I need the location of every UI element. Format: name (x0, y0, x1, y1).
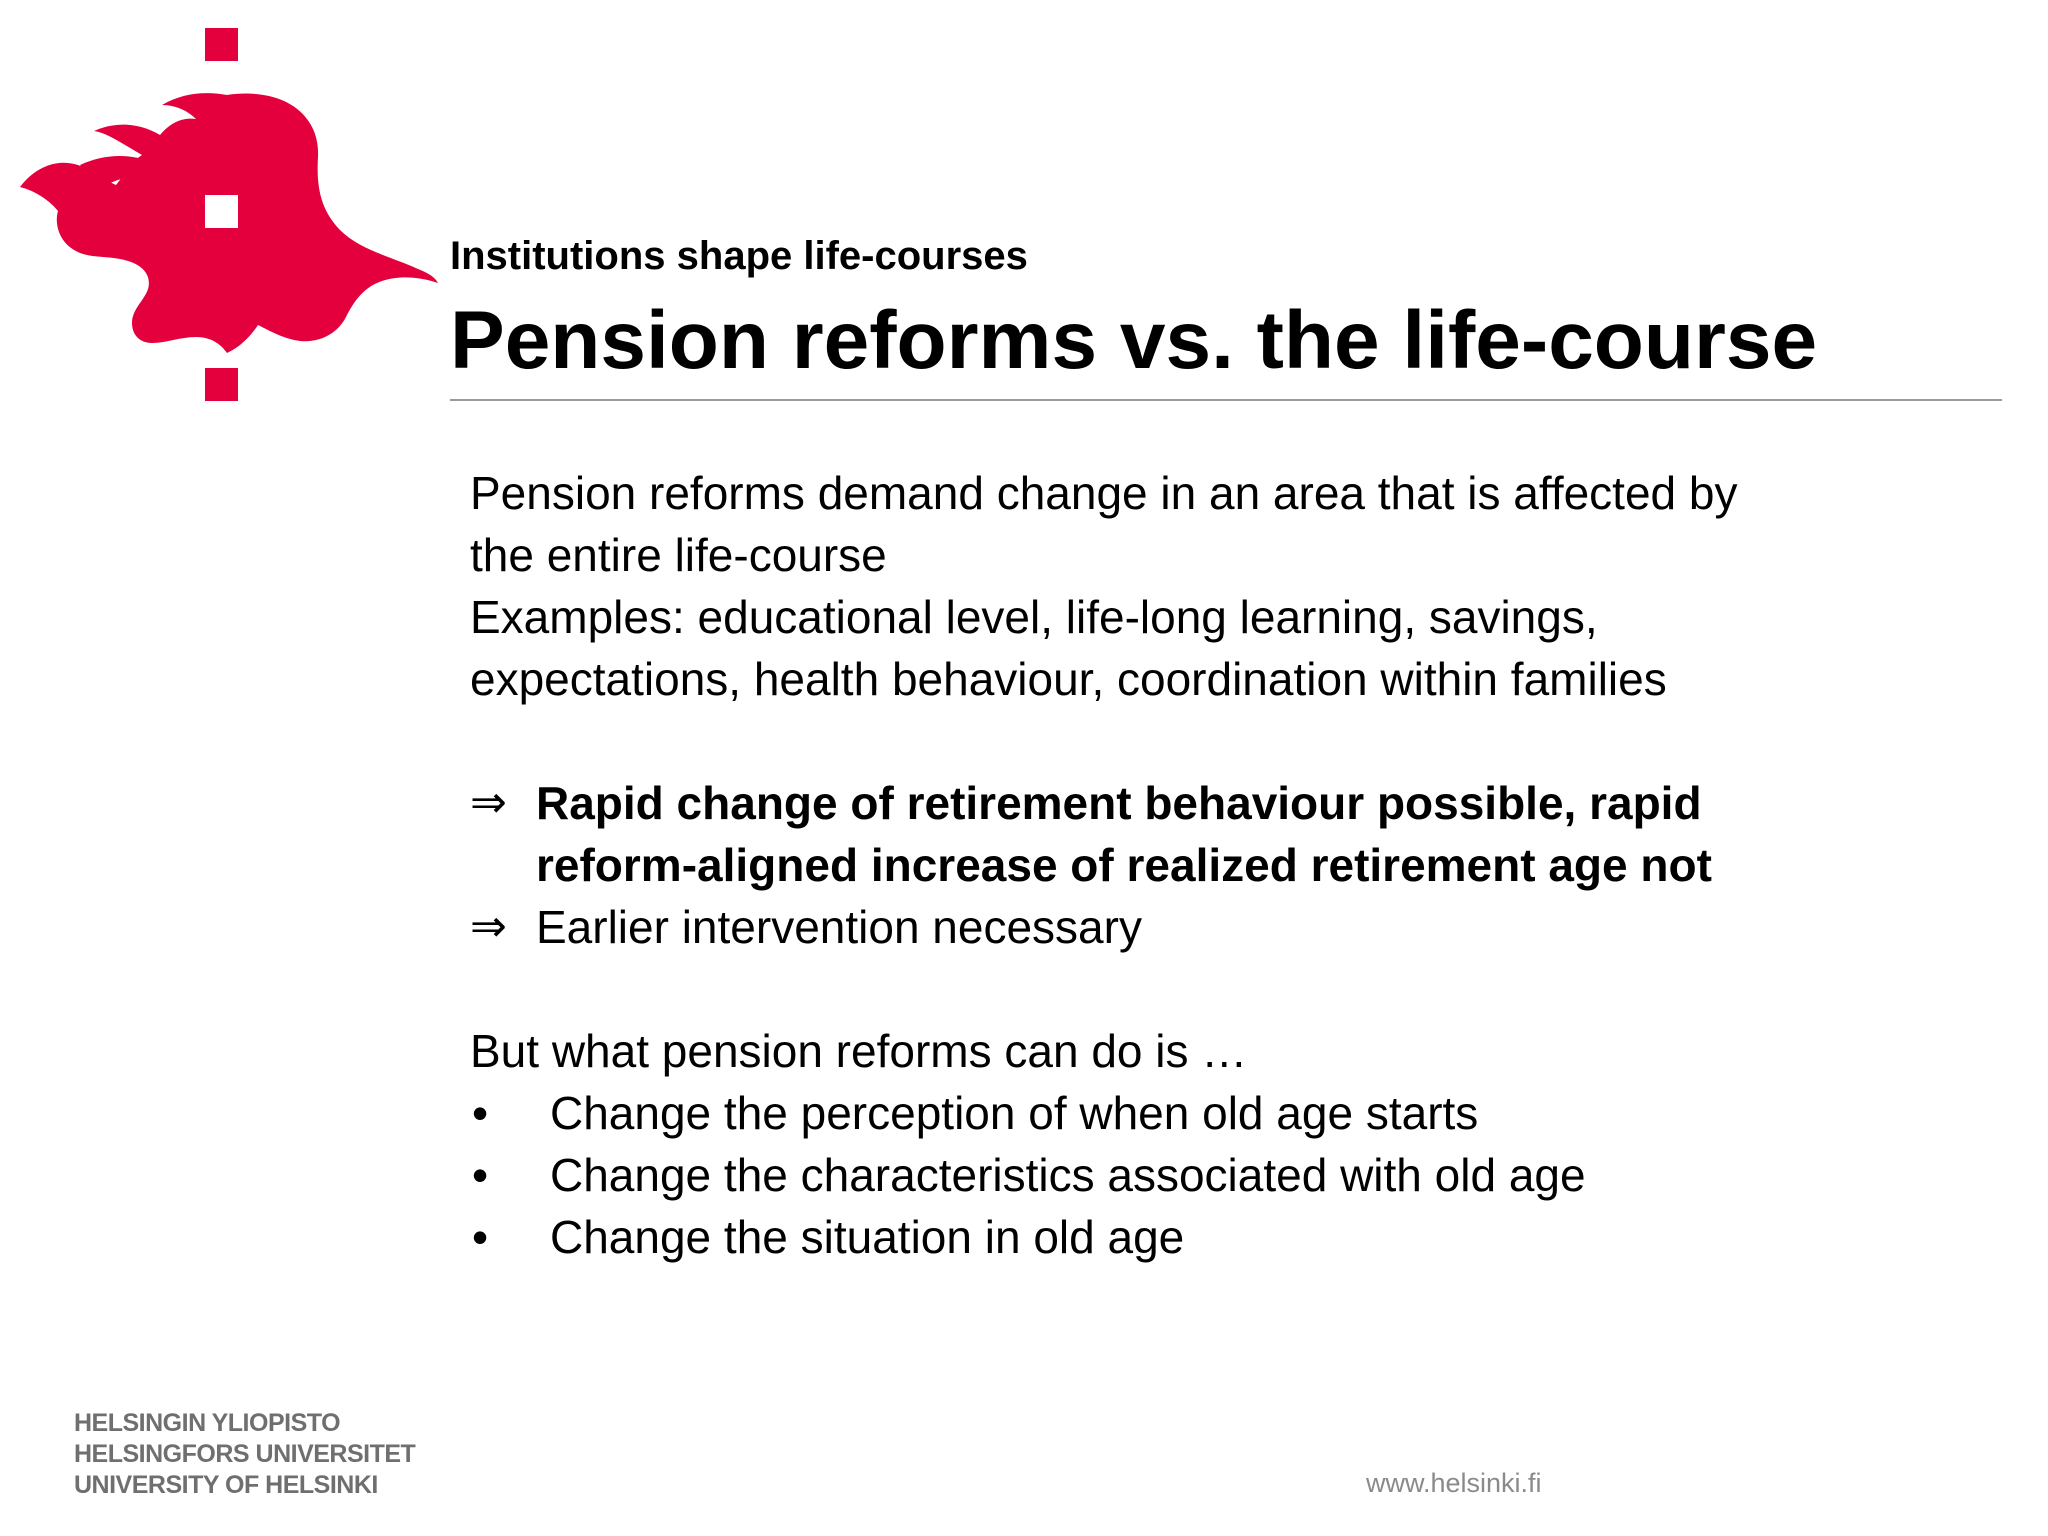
text-line: Pension reforms demand change in an area that is affected by (470, 467, 1738, 519)
text-line: Rapid change of retirement behaviour possible, rapid (536, 777, 1702, 829)
bullet-icon: • (472, 1087, 489, 1139)
spacer (470, 958, 1970, 1020)
implies-arrow-icon: ⇒ (470, 901, 507, 952)
list-item-text: Change the situation in old age (550, 1211, 1185, 1263)
list-item (470, 1082, 1970, 1144)
text-line: expectations, health behaviour, coordination within families (470, 653, 1667, 705)
slide-subtitle: Institutions shape life-courses (450, 234, 1028, 278)
text-line: reform-aligned increase of realized retirement age not (536, 839, 1712, 891)
text-line: Earlier intervention necessary (536, 901, 1142, 953)
wordmark-line-finnish: HELSINGIN YLIOPISTO (74, 1409, 341, 1437)
implication-text (536, 896, 1142, 958)
wordmark-line-english: UNIVERSITY OF HELSINKI (74, 1471, 378, 1499)
list-item-text: Change the characteristics associated with old age (550, 1149, 1586, 1201)
implication-text (536, 772, 1712, 896)
bullet-icon: • (472, 1211, 489, 1263)
wordmark-line-swedish: HELSINGFORS UNIVERSITET (74, 1440, 416, 1468)
paragraph-examples (470, 586, 1970, 710)
university-wordmark (74, 1408, 415, 1501)
website-url: www.helsinki.fi (1366, 1468, 1542, 1498)
bullet-list-intro: But what pension reforms can do is … (470, 1025, 1248, 1077)
implication-item (470, 772, 1970, 896)
list-item-text: Change the perception of when old age starts (550, 1087, 1479, 1139)
implies-arrow-icon: ⇒ (470, 777, 507, 828)
paragraph-pension-reforms (470, 462, 1970, 586)
implication-item (470, 896, 1970, 958)
spacer (470, 710, 1970, 772)
text-line: the entire life-course (470, 529, 887, 581)
list-item (470, 1206, 1970, 1268)
bullet-icon: • (472, 1149, 489, 1201)
list-item (470, 1144, 1970, 1206)
slide-title: Pension reforms vs. the life-course (450, 295, 1818, 386)
title-divider (450, 399, 2002, 401)
slide-body (470, 462, 1970, 1268)
university-flame-torch-logo (20, 25, 440, 410)
text-line: Examples: educational level, life-long learning, savings, (470, 591, 1598, 643)
